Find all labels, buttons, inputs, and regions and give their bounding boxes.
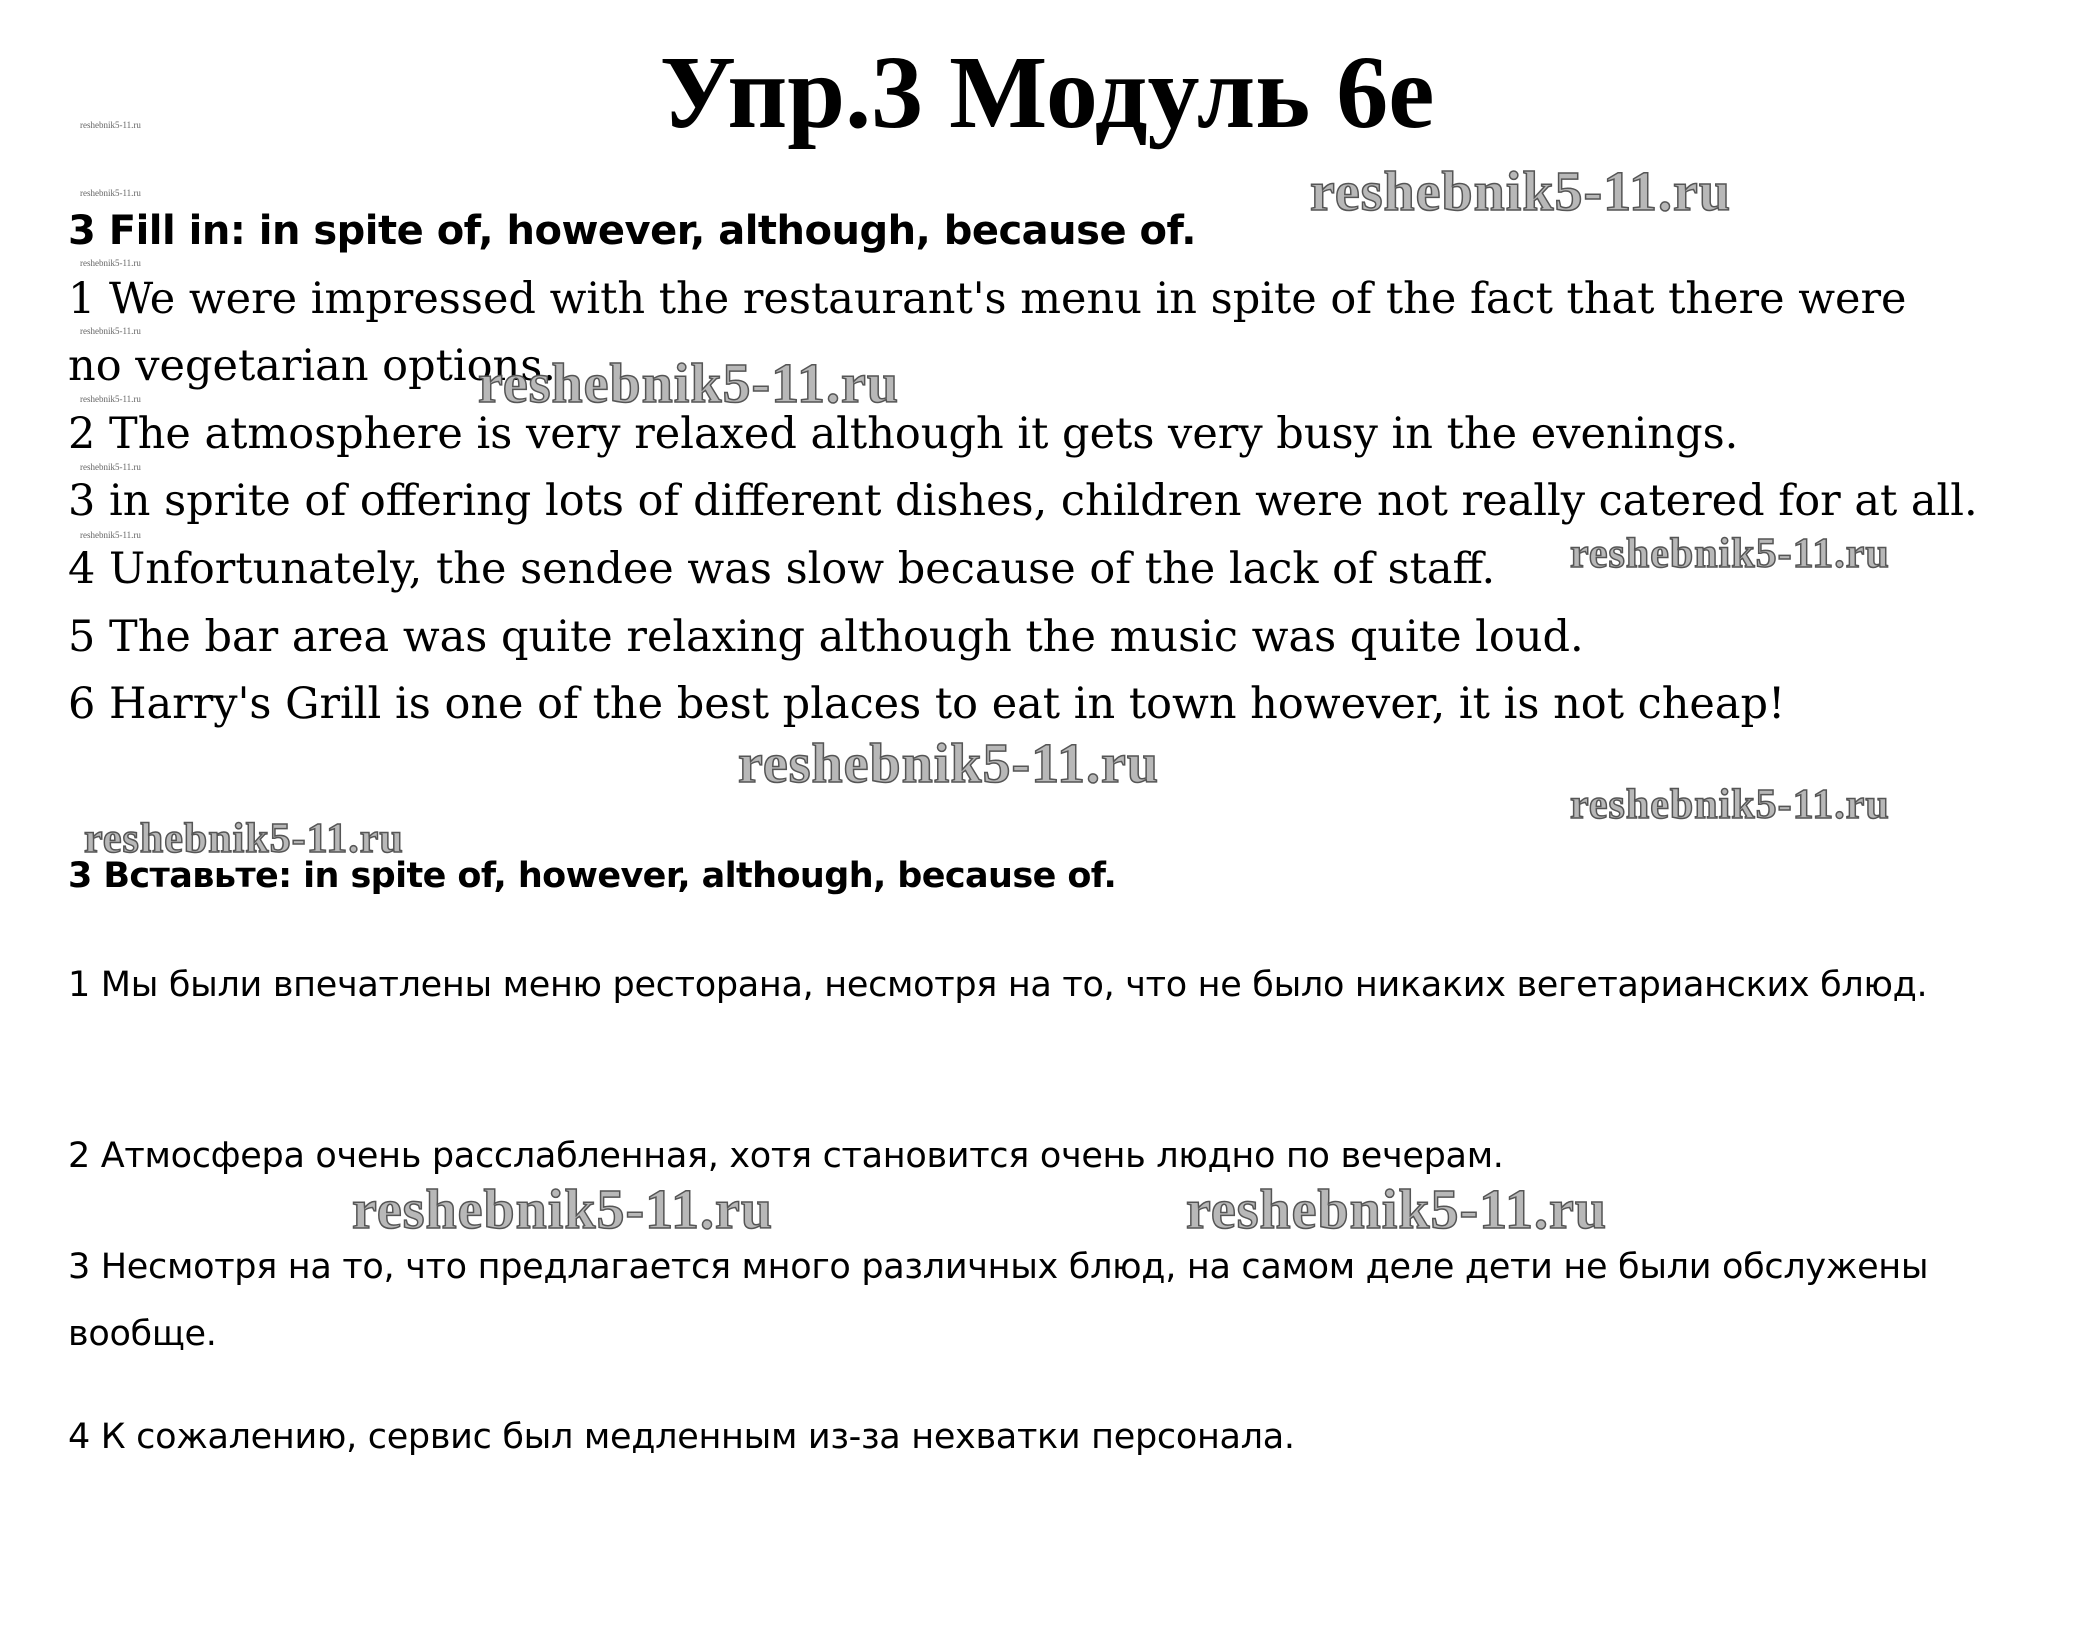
small-watermark: reshebnik5-11.ru — [80, 326, 141, 336]
watermark: reshebnik5-11.ru — [352, 1179, 774, 1241]
watermark: reshebnik5-11.ru — [1186, 1179, 1608, 1241]
english-answer-1: 1 We were impressed with the restaurant's menu in spite of the fact that there were no vegetarian options. — [68, 273, 1907, 392]
english-exercise-heading: 3 Fill in: in spite of, however, although, because of. — [68, 208, 1196, 254]
russian-answer-4: 4 К сожалению, сервис был медленным из-за нехватки персонала. — [68, 1417, 1295, 1457]
english-answer-5: 5 The bar area was quite relaxing although the music was quite loud. — [68, 611, 1584, 662]
watermark: reshebnik5-11.ru — [1310, 161, 1732, 223]
watermark: reshebnik5-11.ru — [1570, 531, 1890, 577]
small-watermark: reshebnik5-11.ru — [80, 188, 141, 198]
english-answer-2: 2 The atmosphere is very relaxed although it gets very busy in the evenings. — [68, 408, 1739, 459]
small-watermark: reshebnik5-11.ru — [80, 120, 141, 130]
watermark: reshebnik5-11.ru — [84, 816, 404, 862]
english-answer-3: 3 in sprite of offering lots of different dishes, children were not really catered for at all. — [68, 476, 1978, 527]
small-watermark: reshebnik5-11.ru — [80, 258, 141, 268]
russian-answer-2: 2 Атмосфера очень расслабленная, хотя становится очень людно по вечерам. — [68, 1136, 1504, 1176]
russian-answer-1: 1 Мы были впечатлены меню ресторана, несмотря на то, что не было никаких вегетарианских блюд. — [68, 965, 1928, 1005]
small-watermark: reshebnik5-11.ru — [80, 394, 141, 404]
watermark: reshebnik5-11.ru — [1570, 782, 1890, 828]
english-exercise — [68, 198, 2028, 739]
watermark: reshebnik5-11.ru — [738, 733, 1160, 795]
watermark: reshebnik5-11.ru — [478, 353, 900, 415]
english-answer-6: 6 Harry's Grill is one of the best places to eat in town however, it is not cheap! — [68, 679, 1786, 730]
small-watermark: reshebnik5-11.ru — [80, 530, 141, 540]
page-title: Упр.3 Модуль 6e — [659, 35, 1435, 150]
russian-answer-3: 3 Несмотря на то, что предлагается много различных блюд, на самом деле дети не были обслужены вообще. — [68, 1247, 1929, 1354]
english-answer-4: 4 Unfortunately, the sendee was slow because of the lack of staff. — [68, 543, 1496, 594]
small-watermark: reshebnik5-11.ru — [80, 462, 141, 472]
russian-exercise-heading: 3 Вставьте: in spite of, however, although, because of. — [68, 856, 1117, 896]
